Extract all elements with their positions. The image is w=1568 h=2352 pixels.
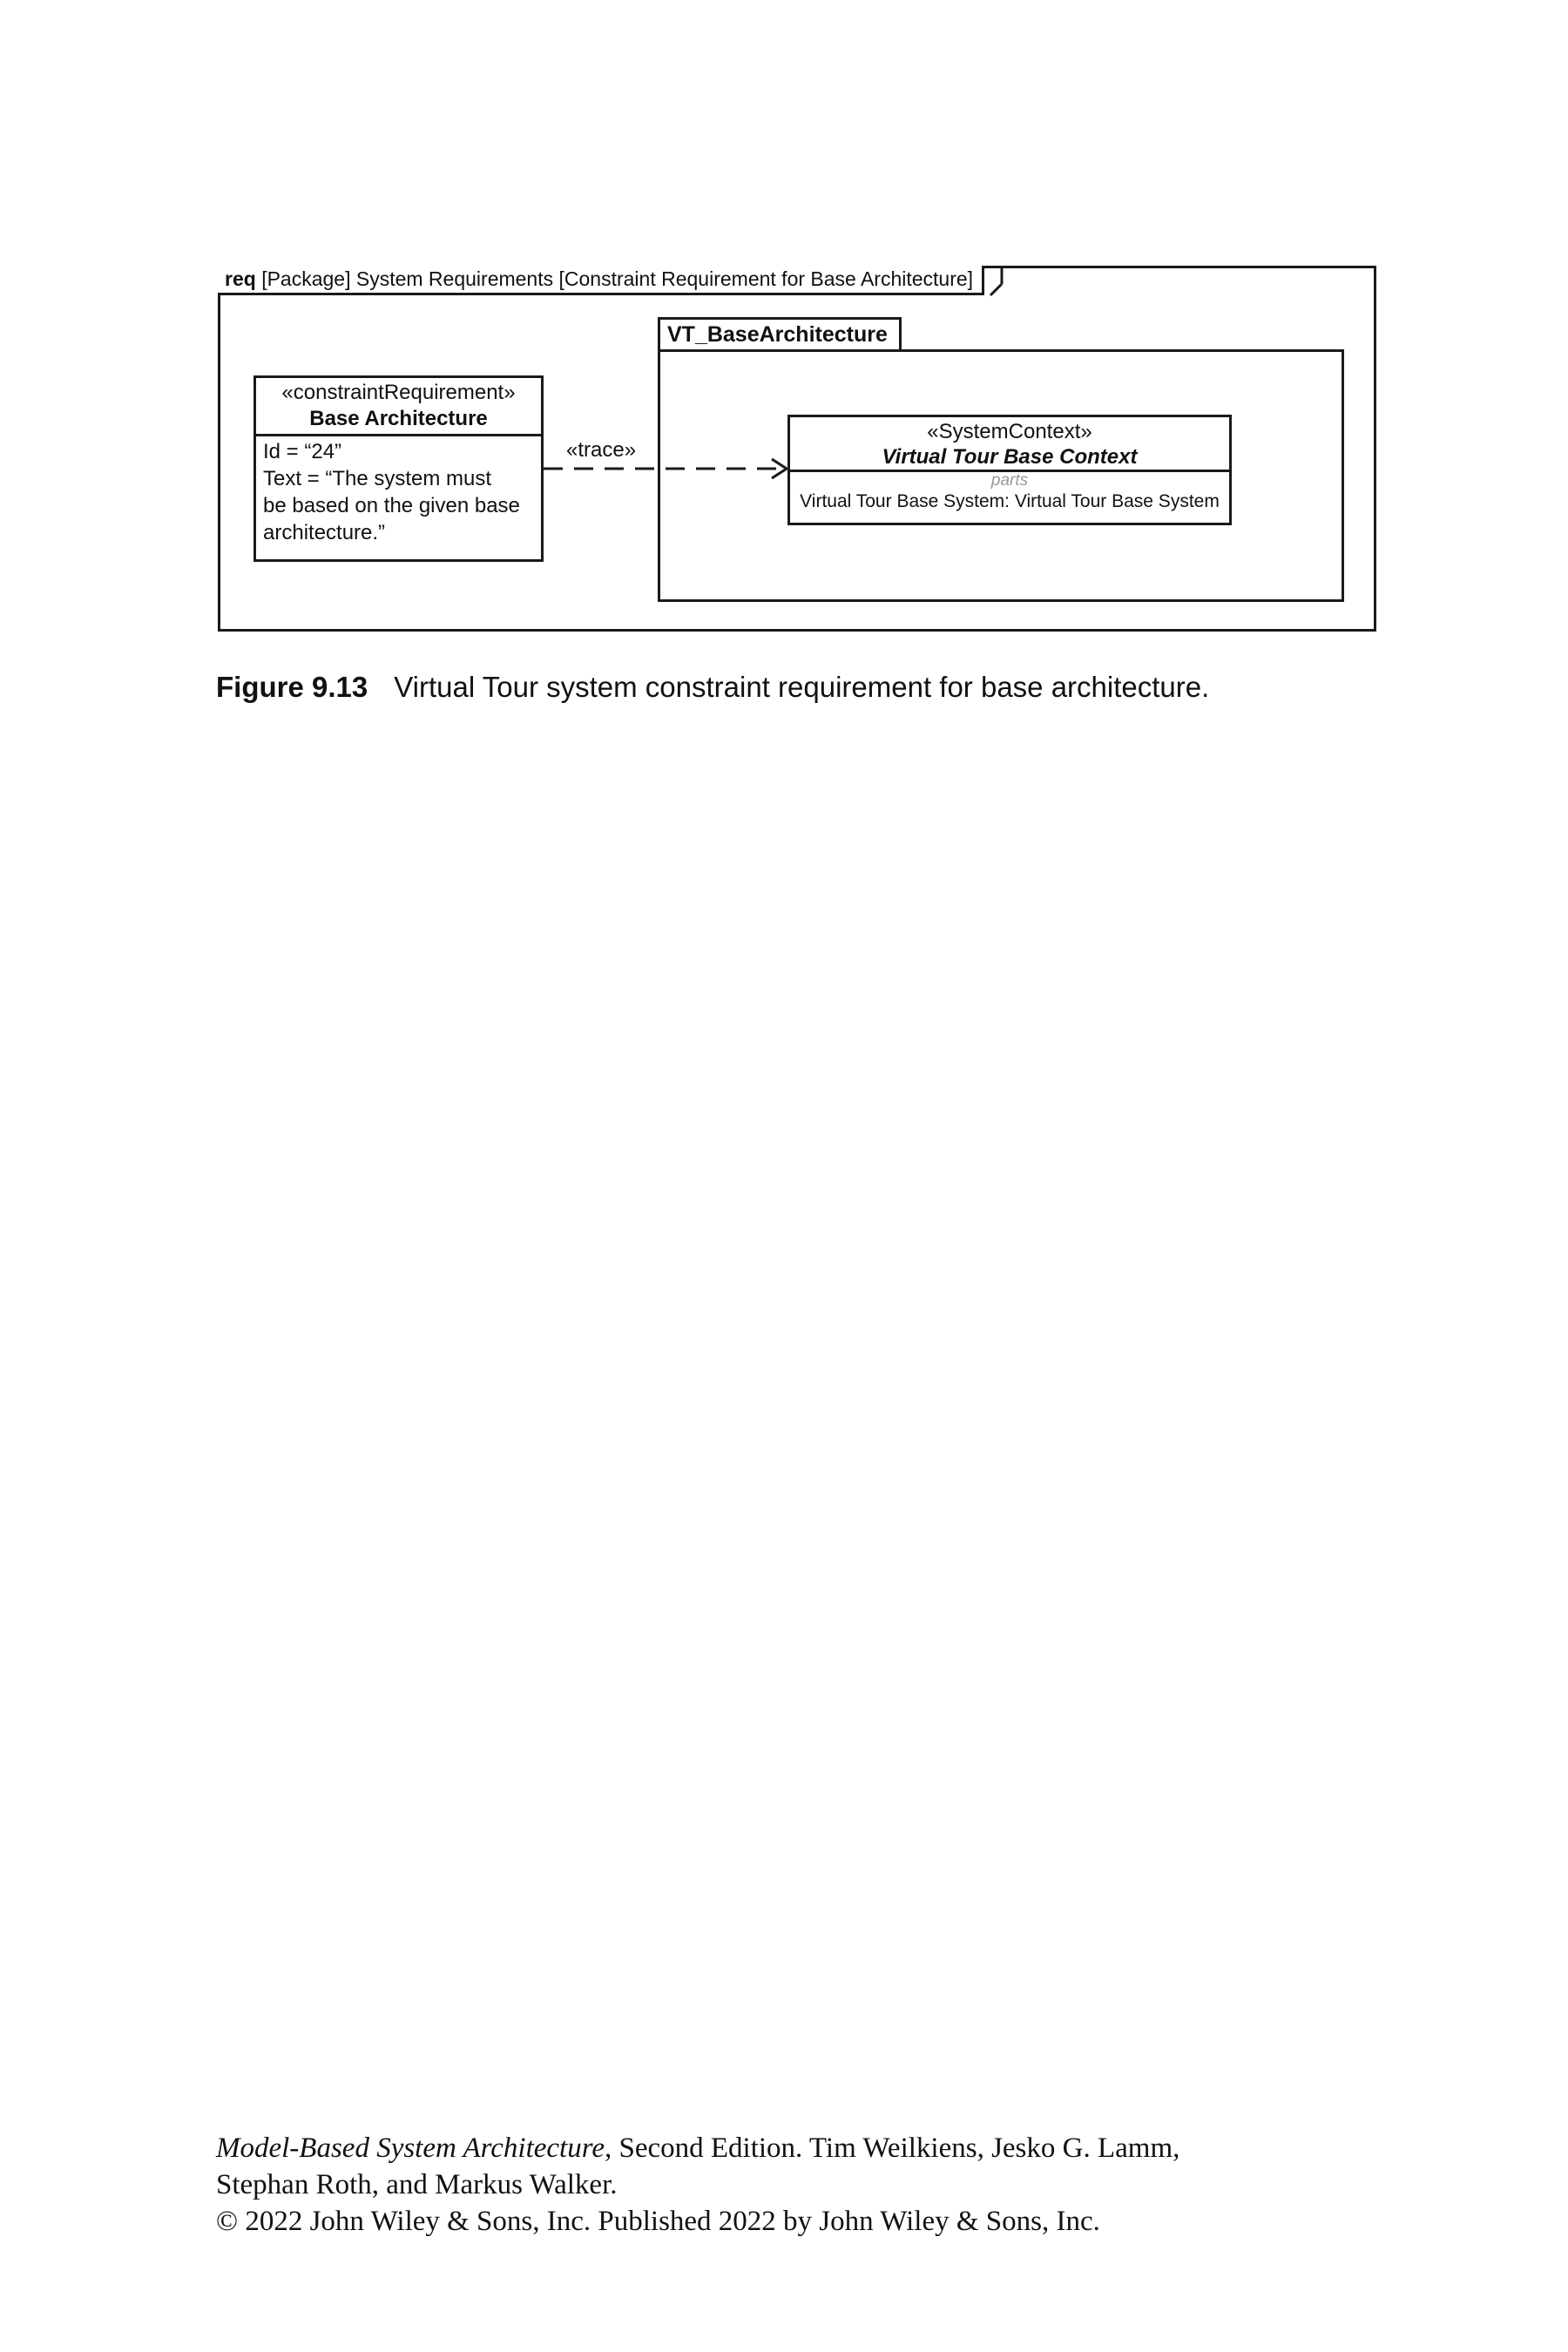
frame-title: [Package] System Requirements [Constraint Requirement for Base Architecture] [261, 267, 974, 290]
requirement-property: architecture.” [263, 521, 386, 544]
footer-line-1 [216, 2130, 1179, 2166]
footer-line-3: © 2022 John Wiley & Sons, Inc. Published 2022 by John Wiley & Sons, Inc. [216, 2206, 1100, 2237]
frame-kind: req [225, 267, 256, 290]
part-entry: Virtual Tour Base System: Virtual Tour Base System [800, 491, 1220, 511]
figure-number: Figure 9.13 [216, 671, 368, 703]
system-context-block [787, 415, 1232, 525]
trace-label: «trace» [566, 438, 637, 462]
figure-caption [216, 671, 1209, 704]
copyright-footer [216, 2130, 1179, 2240]
package-tab: VT_BaseArchitecture [658, 317, 902, 352]
requirement-name: Base Architecture [309, 407, 488, 430]
requirement-stereotype: «constraintRequirement» [281, 381, 516, 404]
parts-compartment-label: parts [990, 471, 1029, 490]
system-context-name: Virtual Tour Base Context [882, 445, 1138, 469]
book-details: , Second Edition. Tim Weilkiens, Jesko G. Lamm, [604, 2132, 1180, 2164]
footer-line-2: Stephan Roth, and Markus Walker. [216, 2169, 618, 2200]
system-context-header [790, 417, 1229, 472]
system-context-stereotype: «SystemContext» [927, 420, 1092, 443]
requirement-property: Text = “The system must [263, 467, 492, 490]
book-title: Model-Based System Architecture [216, 2132, 605, 2164]
requirement-property: Id = “24” [263, 440, 342, 463]
trace-dependency-arrow [0, 0, 1568, 697]
requirement-property: be based on the given base [263, 494, 520, 517]
figure-caption-text: Virtual Tour system constraint requirement for base architecture. [394, 671, 1210, 703]
